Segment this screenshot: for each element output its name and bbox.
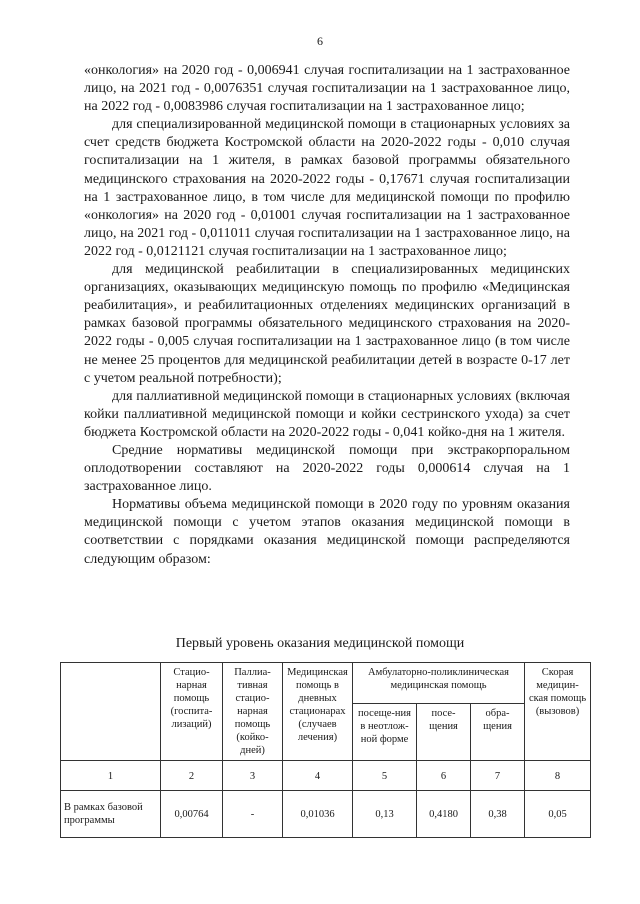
header-ambulance: Скорая медицин-ская помощь (вызовов) <box>525 663 591 761</box>
table-cell: 0,05 <box>525 791 591 838</box>
column-number: 5 <box>353 761 417 791</box>
column-number: 1 <box>61 761 161 791</box>
first-level-table <box>60 662 591 838</box>
table-row <box>61 791 591 838</box>
paragraph: для специализированной медицинской помощи в стационарных условиях за счет средств бюджета Костромской области на 2020-2022 годы - 0,010 случая госпитализации на 1 жителя, в рамках базовой программы обязательного медицинского страхования на 2020-2022 годы - 0,17671 случая госпитализации на 1 застрахованное лицо, в том числе для медицинской помощи по профилю «онкология» на 2020 год - 0,01001 случая госпитализации на 1 застрахованное лицо, на 2021 год - 0,011011 случая госпитализации на 1 застрахованное лицо, на 2022 год - 0,0121121 случая госпитализации на 1 застрахованное лицо; <box>84 117 570 259</box>
page-number: 6 <box>317 34 323 48</box>
header-row-label <box>61 663 161 761</box>
column-number: 3 <box>223 761 283 791</box>
table-title: Первый уровень оказания медицинской помощи <box>175 636 465 651</box>
paragraph: для медицинской реабилитации в специализированных медицинских организациях, оказывающих медицинскую помощь по профилю «Медицинская реабилитация», и реабилитационных отделениях медицинских организаций в рамках базовой программы обязательного медицинского страхования на 2020-2022 годы - 0,005 случая госпитализации на 1 застрахованное лицо (в том числе не менее 25 процентов для медицинской реабилитации детей в возрасте 0-17 лет с учетом реальной потребности); <box>84 262 570 386</box>
table-cell: - <box>223 791 283 838</box>
column-number: 6 <box>417 761 471 791</box>
table-cell: 0,38 <box>471 791 525 838</box>
table-cell: 0,13 <box>353 791 417 838</box>
table-cell: 0,4180 <box>417 791 471 838</box>
column-number-row <box>61 761 591 791</box>
table-cell: 0,00764 <box>161 791 223 838</box>
header-appeals: обра-щения <box>471 703 525 760</box>
column-number: 4 <box>283 761 353 791</box>
column-number: 8 <box>525 761 591 791</box>
paragraph: «онкология» на 2020 год - 0,006941 случая госпитализации на 1 застрахованное лицо, на 2021 год - 0,0076351 случая госпитализации на 1 застрахованное лицо, на 2022 год - 0,0083986 случая госпитализации на 1 застрахованное лицо; <box>84 63 570 115</box>
row-label: В рамках базовой программы <box>61 791 161 838</box>
header-visits: посе-щения <box>417 703 471 760</box>
body-text <box>84 62 570 569</box>
column-number: 7 <box>471 761 525 791</box>
paragraph: для паллиативной медицинской помощи в стационарных условиях (включая койки паллиативной медицинской помощи и койки сестринского ухода) за счет бюджета Костромской области на 2020-2022 годы - 0,041 койко-дня на 1 жителя. <box>84 388 570 440</box>
header-day-hospital: Медицинская помощь в дневных стационарах (случаев лечения) <box>283 663 353 761</box>
table-cell: 0,01036 <box>283 791 353 838</box>
paragraph: Нормативы объема медицинской помощи в 2020 году по уровням оказания медицинской помощи с учетом этапов оказания медицинской помощи в соответствии с порядками оказания медицинской помощи распределяются следующим образом: <box>84 497 570 567</box>
header-ambulatory-group: Амбулаторно-поликлиническая медицинская помощь <box>353 663 525 704</box>
column-number: 2 <box>161 761 223 791</box>
paragraph: Средние нормативы медицинской помощи при экстракорпоральном оплодотворении составляют на 2020-2022 годы 0,000614 случая на 1 застрахованное лицо. <box>84 442 570 495</box>
header-urgent-visits: посеще-ния в неотлож-ной форме <box>353 703 417 760</box>
header-palliative: Паллиа-тивная стацио-нарная помощь (койко-дней) <box>223 663 283 761</box>
header-inpatient: Стацио-нарная помощь (госпита-лизаций) <box>161 663 223 761</box>
